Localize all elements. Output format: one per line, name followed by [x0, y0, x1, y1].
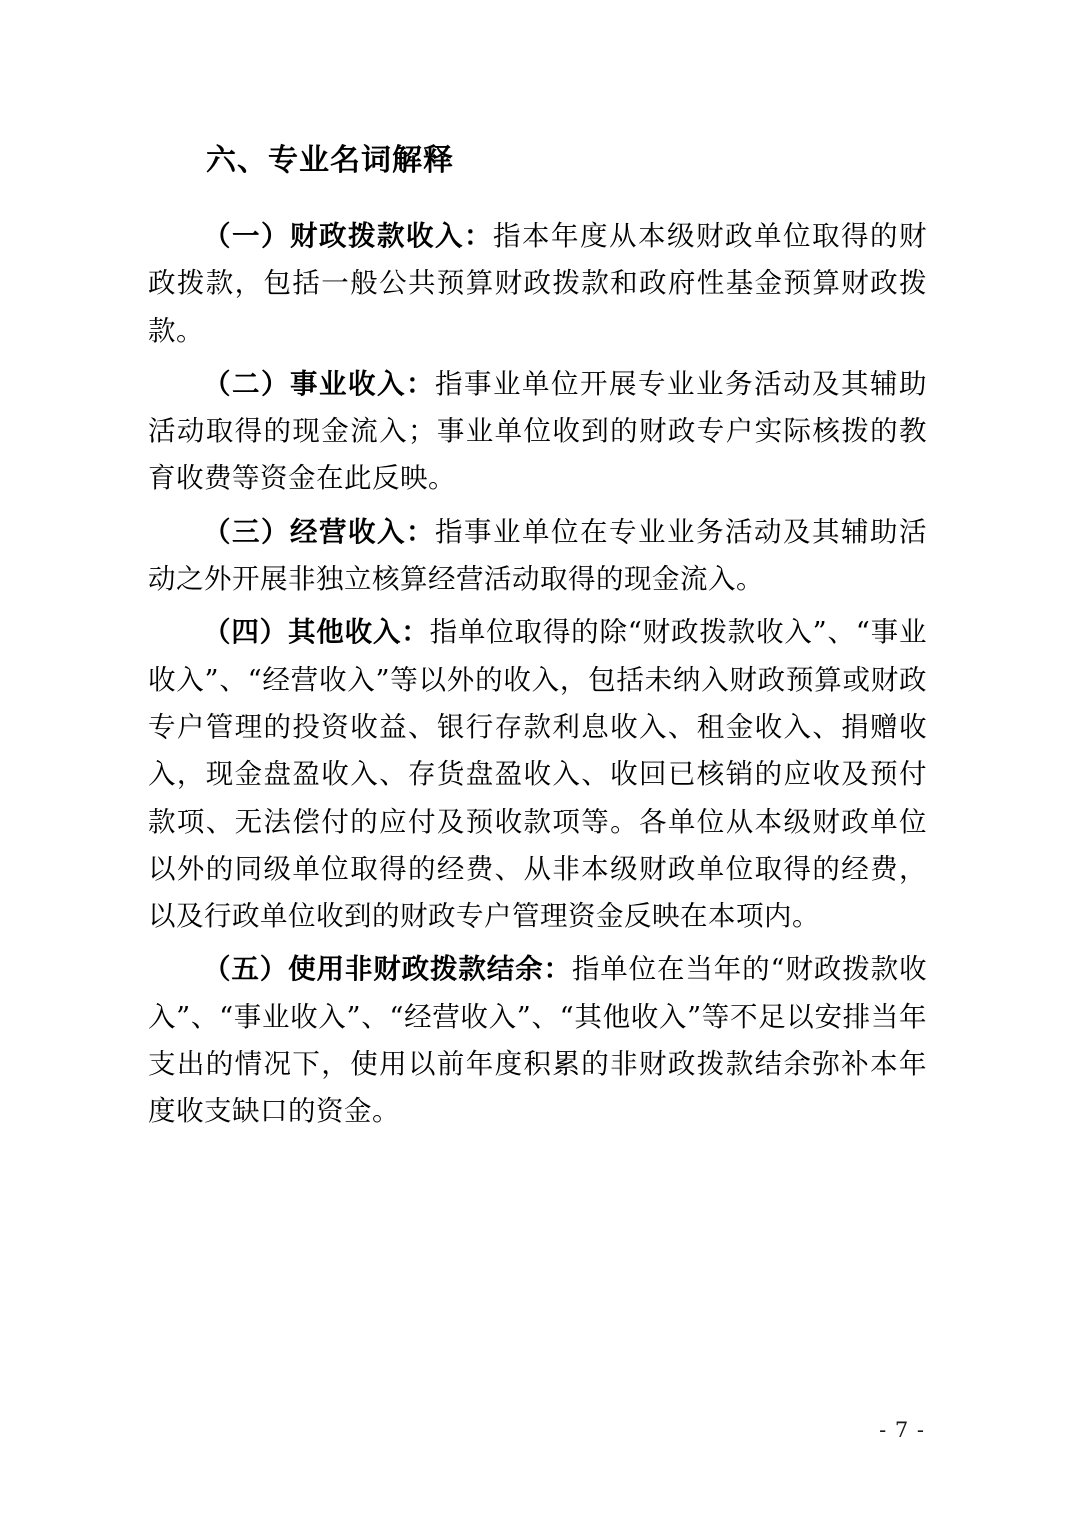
paragraph-item — [148, 509, 927, 604]
paragraph-body: 指本年度从本级财政单位取得的财政拨款，包括一般公共预算财政拨款和政府性基金预算财政拨款。 — [148, 220, 927, 347]
paragraph-body: 指事业单位在专业业务活动及其辅助活动之外开展非独立核算经营活动取得的现金流入。 — [148, 515, 927, 596]
paragraph-item — [148, 609, 927, 940]
paragraph-body: 指单位取得的除“财政拨款收入”、“事业收入”、“经营收入”等以外的收入，包括未纳入财政预算或财政专户管理的投资收益、银行存款利息收入、租金收入、捐赠收入，现金盘盈收入、存货盘盈收入、收回已核销的应收及预付款项、无法偿付的应付及预收款项等。各单位从本级财政单位以外的同级单位取得的经费、从非本级财政单位取得的经费，以及行政单位收到的财政专户管理资金反映在本项内。 — [148, 616, 927, 933]
paragraph-body: 指事业单位开展专业业务活动及其辅助活动取得的现金流入；事业单位收到的财政专户实际核拨的教育收费等资金在此反映。 — [148, 367, 927, 495]
paragraph-lead: （四）其他收入： — [203, 616, 430, 649]
paragraph-body: 指单位在当年的“财政拨款收入”、“事业收入”、“经营收入”、“其他收入”等不足以安排当年支出的情况下，使用以前年度积累的非财政拨款结余弥补本年度收支缺口的资金。 — [148, 953, 927, 1128]
paragraph-lead: （三）经营收入： — [203, 515, 435, 548]
paragraph-lead: （一）财政拨款收入： — [203, 220, 493, 252]
paragraph-item — [148, 946, 927, 1135]
paragraph-item — [148, 361, 927, 503]
paragraph-lead: （五）使用非财政拨款结余： — [203, 953, 572, 986]
paragraph-item — [148, 213, 927, 355]
section-heading: 六、专业名词解释 — [206, 143, 454, 178]
page-number: - 7 - — [879, 1418, 925, 1442]
paragraph-lead: （二）事业收入： — [203, 367, 435, 400]
